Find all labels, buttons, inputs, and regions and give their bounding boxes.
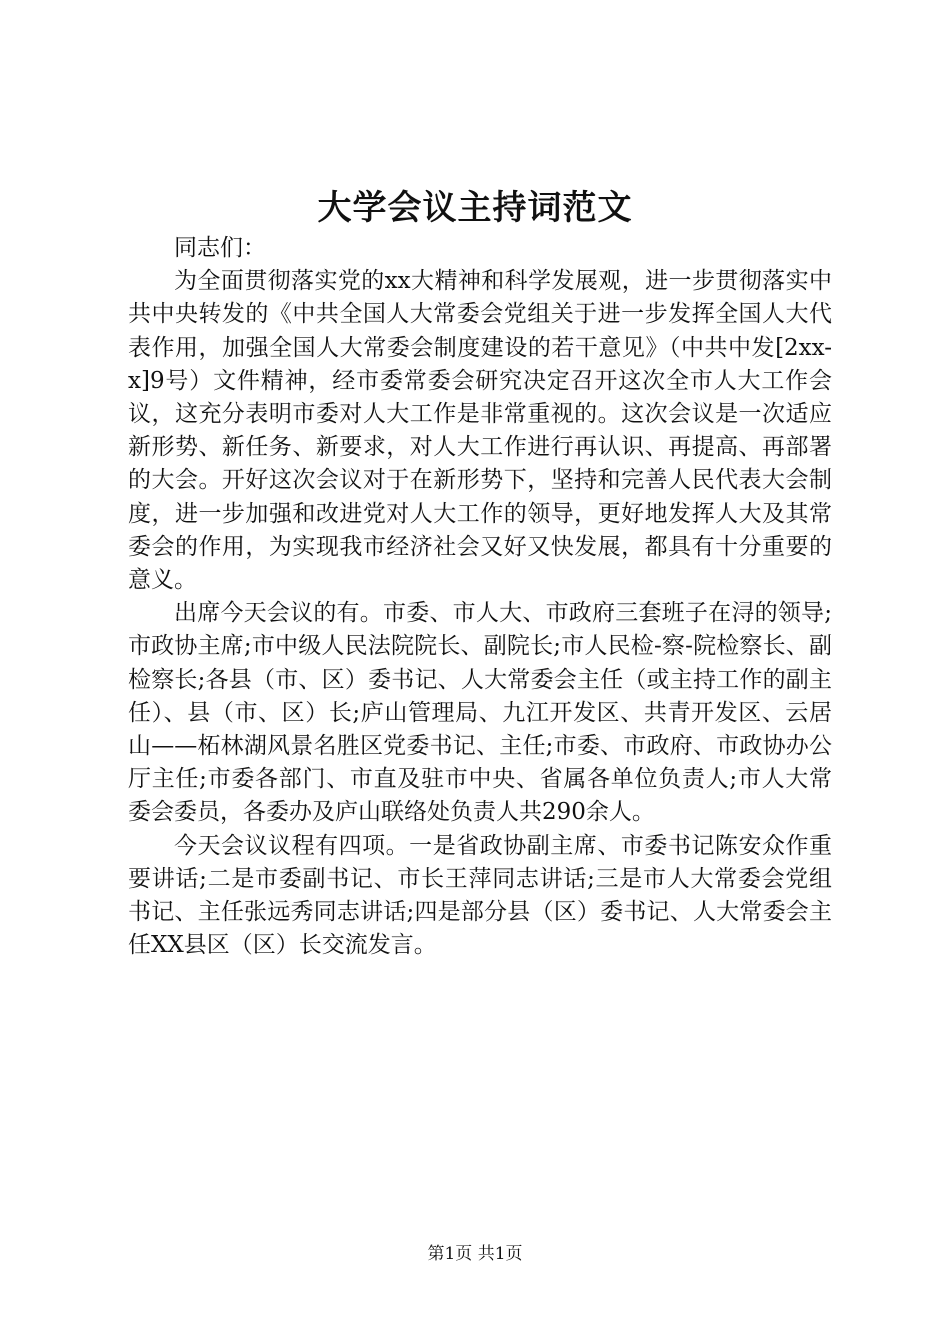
salutation: 同志们：	[174, 235, 266, 261]
document-title: 大学会议主持词范文	[317, 188, 633, 228]
paragraph-2: 出席今天会议的有。市委、市人大、市政府三套班子在浔的领导;市政协主席;市中级人民法院院长、副院长;市人民检-察-院检察长、副检察长;各县（市、区）委书记、人大常委会主任（或主持工作的副主任）、县（市、区）长;庐山管理局、九江开发区、共青开发区、云居山——柘林湖风景名胜区党委书记、主任;市委、市政府、市政协办公厅主任;市委各部门、市直及驻市中央、省属各单位负责人;市人大常委会委员，各委办及庐山联络处负责人共290余人。	[128, 600, 832, 826]
paragraph-3: 今天会议议程有四项。一是省政协副主席、市委书记陈安众作重要讲话;二是市委副书记、市长王萍同志讲话;三是市人大常委会党组书记、主任张远秀同志讲话;四是部分县（区）委书记、人大常委会主任XX县区（区）长交流发言。	[128, 832, 832, 959]
paragraph-1: 为全面贯彻落实党的xx大精神和科学发展观，进一步贯彻落实中共中央转发的《中共全国人大常委会党组关于进一步发挥全国人大代表作用，加强全国人大常委会制度建设的若干意见》（中共中发[2xx-x]9号）文件精神，经市委常委会研究决定召开这次全市人大工作会议，这充分表明市委对人大工作是非常重视的。这次会议是一次适应新形势、新任务、新要求，对人大工作进行再认识、再提高、再部署的大会。开好这次会议对于在新形势下，坚持和完善人民代表大会制度，进一步加强和改进党对人大工作的领导，更好地发挥人大及其常委会的作用，为实现我市经济社会又好又快发展，都具有十分重要的意义。	[128, 268, 832, 594]
page-number-footer: 第1页 共1页	[427, 1244, 523, 1264]
document-body	[128, 232, 832, 962]
